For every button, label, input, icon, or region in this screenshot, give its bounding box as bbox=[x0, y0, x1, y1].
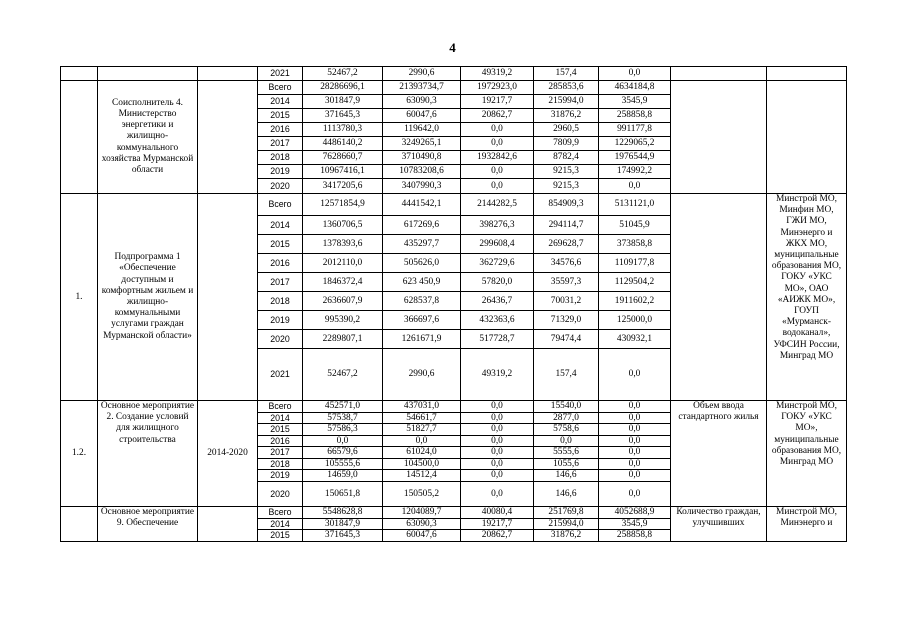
amount-cell: 20862,7 bbox=[461, 530, 534, 542]
amount-cell: 0,0 bbox=[461, 482, 534, 507]
amount-cell: 1229065,2 bbox=[599, 137, 671, 151]
amount-cell: 301847,9 bbox=[303, 95, 383, 109]
amount-cell: 1360706,5 bbox=[303, 216, 383, 235]
amount-cell: 1113780,3 bbox=[303, 123, 383, 137]
year-cell: 2017 bbox=[258, 137, 303, 151]
amount-cell: 2990,6 bbox=[383, 67, 461, 81]
year-cell: 2020 bbox=[258, 330, 303, 349]
amount-cell: 0,0 bbox=[461, 435, 534, 447]
period-cell bbox=[198, 81, 258, 194]
amount-cell: 150651,8 bbox=[303, 482, 383, 507]
year-cell: 2014 bbox=[258, 216, 303, 235]
year-cell: 2014 bbox=[258, 412, 303, 424]
amount-cell: 269628,7 bbox=[534, 235, 599, 254]
amount-cell: 0,0 bbox=[461, 137, 534, 151]
indicator-cell bbox=[671, 67, 767, 81]
amount-cell: 3545,9 bbox=[599, 518, 671, 530]
amount-cell: 0,0 bbox=[383, 435, 461, 447]
table-row bbox=[61, 81, 847, 95]
amount-cell: 435297,7 bbox=[383, 235, 461, 254]
executors-cell: Минстрой МО, Минэнерго и bbox=[767, 507, 847, 542]
amount-cell: 0,0 bbox=[303, 435, 383, 447]
amount-cell: 157,4 bbox=[534, 349, 599, 401]
amount-cell: 52467,2 bbox=[303, 67, 383, 81]
year-cell: 2017 bbox=[258, 273, 303, 292]
amount-cell: 57820,0 bbox=[461, 273, 534, 292]
amount-cell: 0,0 bbox=[461, 401, 534, 413]
amount-cell: 1129504,2 bbox=[599, 273, 671, 292]
table-row bbox=[61, 507, 847, 519]
amount-cell: 505626,0 bbox=[383, 254, 461, 273]
amount-cell: 299608,4 bbox=[461, 235, 534, 254]
amount-cell: 66579,6 bbox=[303, 447, 383, 459]
amount-cell: 1261671,9 bbox=[383, 330, 461, 349]
item-name-cell: Соисполнитель 4. Министерство энергетики и жилищно-коммунального хозяйства Мурманской области bbox=[98, 81, 198, 194]
amount-cell: 398276,3 bbox=[461, 216, 534, 235]
amount-cell: 995390,2 bbox=[303, 311, 383, 330]
year-cell: 2019 bbox=[258, 165, 303, 179]
indicator-cell bbox=[671, 81, 767, 194]
amount-cell: 1204089,7 bbox=[383, 507, 461, 519]
year-cell: 2014 bbox=[258, 95, 303, 109]
item-number-cell bbox=[61, 507, 98, 542]
year-cell: 2018 bbox=[258, 458, 303, 470]
amount-cell: 0,0 bbox=[599, 401, 671, 413]
amount-cell: 4634184,8 bbox=[599, 81, 671, 95]
amount-cell: 0,0 bbox=[599, 424, 671, 436]
executors-cell bbox=[767, 81, 847, 194]
amount-cell: 28286696,1 bbox=[303, 81, 383, 95]
year-cell: 2019 bbox=[258, 311, 303, 330]
amount-cell: 57538,7 bbox=[303, 412, 383, 424]
amount-cell: 70031,2 bbox=[534, 292, 599, 311]
amount-cell: 0,0 bbox=[461, 458, 534, 470]
amount-cell: 452571,0 bbox=[303, 401, 383, 413]
year-cell: 2016 bbox=[258, 123, 303, 137]
amount-cell: 60047,6 bbox=[383, 109, 461, 123]
indicator-cell: Количество граждан, улучшивших bbox=[671, 507, 767, 542]
year-cell: 2019 bbox=[258, 470, 303, 482]
amount-cell: 258858,8 bbox=[599, 109, 671, 123]
item-number-cell bbox=[61, 67, 98, 81]
amount-cell: 157,4 bbox=[534, 67, 599, 81]
amount-cell: 52467,2 bbox=[303, 349, 383, 401]
amount-cell: 628537,8 bbox=[383, 292, 461, 311]
program-financing-table bbox=[60, 66, 847, 542]
amount-cell: 623 450,9 bbox=[383, 273, 461, 292]
amount-cell: 14512,4 bbox=[383, 470, 461, 482]
amount-cell: 4441542,1 bbox=[383, 194, 461, 216]
amount-cell: 12571854,9 bbox=[303, 194, 383, 216]
amount-cell: 432363,6 bbox=[461, 311, 534, 330]
amount-cell: 0,0 bbox=[599, 179, 671, 194]
amount-cell: 258858,8 bbox=[599, 530, 671, 542]
amount-cell: 8782,4 bbox=[534, 151, 599, 165]
year-cell: 2020 bbox=[258, 482, 303, 507]
amount-cell: 0,0 bbox=[461, 412, 534, 424]
amount-cell: 3417205,6 bbox=[303, 179, 383, 194]
amount-cell: 617269,6 bbox=[383, 216, 461, 235]
year-cell: 2018 bbox=[258, 292, 303, 311]
amount-cell: 104500,0 bbox=[383, 458, 461, 470]
amount-cell: 9215,3 bbox=[534, 165, 599, 179]
amount-cell: 60047,6 bbox=[383, 530, 461, 542]
amount-cell: 215994,0 bbox=[534, 518, 599, 530]
period-cell bbox=[198, 194, 258, 401]
amount-cell: 146,6 bbox=[534, 482, 599, 507]
amount-cell: 61024,0 bbox=[383, 447, 461, 459]
amount-cell: 21393734,7 bbox=[383, 81, 461, 95]
amount-cell: 5758,6 bbox=[534, 424, 599, 436]
item-name-cell: Подпрограмма 1 «Обеспечение доступным и комфортным жильем и жилищно-коммунальными услугами граждан Мурманской области» bbox=[98, 194, 198, 401]
amount-cell: 0,0 bbox=[461, 447, 534, 459]
year-cell: 2018 bbox=[258, 151, 303, 165]
executors-cell: Минстрой МО, Минфин МО, ГЖИ МО, Минэнерго и ЖКХ МО, муниципальные образования МО, ГОКУ «УКС МО», ОАО «АИЖК МО», ГОУП «Мурманск-водоканал», УФСИН России, Минград МО bbox=[767, 194, 847, 401]
indicator-cell: Объем ввода стандартного жилья bbox=[671, 401, 767, 507]
item-name-cell: Основное мероприятие 9. Обеспечение bbox=[98, 507, 198, 542]
amount-cell: 26436,7 bbox=[461, 292, 534, 311]
amount-cell: 437031,0 bbox=[383, 401, 461, 413]
amount-cell: 0,0 bbox=[461, 470, 534, 482]
amount-cell: 10967416,1 bbox=[303, 165, 383, 179]
amount-cell: 0,0 bbox=[461, 424, 534, 436]
amount-cell: 301847,9 bbox=[303, 518, 383, 530]
amount-cell: 51827,7 bbox=[383, 424, 461, 436]
amount-cell: 3249265,1 bbox=[383, 137, 461, 151]
amount-cell: 5548628,8 bbox=[303, 507, 383, 519]
amount-cell: 4486140,2 bbox=[303, 137, 383, 151]
year-cell: 2021 bbox=[258, 67, 303, 81]
amount-cell: 0,0 bbox=[599, 470, 671, 482]
amount-cell: 0,0 bbox=[599, 67, 671, 81]
year-cell: 2015 bbox=[258, 235, 303, 254]
item-number-cell: 1.2. bbox=[61, 401, 98, 507]
amount-cell: 215994,0 bbox=[534, 95, 599, 109]
amount-cell: 0,0 bbox=[534, 435, 599, 447]
year-cell: 2015 bbox=[258, 530, 303, 542]
amount-cell: 1846372,4 bbox=[303, 273, 383, 292]
amount-cell: 3407990,3 bbox=[383, 179, 461, 194]
item-number-cell: 1. bbox=[61, 194, 98, 401]
table-row bbox=[61, 194, 847, 216]
amount-cell: 79474,4 bbox=[534, 330, 599, 349]
amount-cell: 251769,8 bbox=[534, 507, 599, 519]
item-number-cell bbox=[61, 81, 98, 194]
amount-cell: 430932,1 bbox=[599, 330, 671, 349]
amount-cell: 2877,0 bbox=[534, 412, 599, 424]
page-number: 4 bbox=[449, 40, 456, 55]
year-cell: 2020 bbox=[258, 179, 303, 194]
amount-cell: 49319,2 bbox=[461, 349, 534, 401]
amount-cell: 15540,0 bbox=[534, 401, 599, 413]
amount-cell: 371645,3 bbox=[303, 109, 383, 123]
amount-cell: 71329,0 bbox=[534, 311, 599, 330]
amount-cell: 7809,9 bbox=[534, 137, 599, 151]
amount-cell: 1972923,0 bbox=[461, 81, 534, 95]
amount-cell: 0,0 bbox=[599, 447, 671, 459]
year-cell: Всего bbox=[258, 81, 303, 95]
executors-cell bbox=[767, 67, 847, 81]
amount-cell: 119642,0 bbox=[383, 123, 461, 137]
amount-cell: 1109177,8 bbox=[599, 254, 671, 273]
amount-cell: 4052688,9 bbox=[599, 507, 671, 519]
year-cell: 2015 bbox=[258, 109, 303, 123]
amount-cell: 0,0 bbox=[599, 349, 671, 401]
amount-cell: 1055,6 bbox=[534, 458, 599, 470]
amount-cell: 3545,9 bbox=[599, 95, 671, 109]
amount-cell: 40080,4 bbox=[461, 507, 534, 519]
year-cell: 2017 bbox=[258, 447, 303, 459]
amount-cell: 31876,2 bbox=[534, 530, 599, 542]
amount-cell: 0,0 bbox=[599, 482, 671, 507]
amount-cell: 10783208,6 bbox=[383, 165, 461, 179]
amount-cell: 0,0 bbox=[599, 412, 671, 424]
amount-cell: 2289807,1 bbox=[303, 330, 383, 349]
amount-cell: 9215,3 bbox=[534, 179, 599, 194]
amount-cell: 150505,2 bbox=[383, 482, 461, 507]
amount-cell: 34576,6 bbox=[534, 254, 599, 273]
item-name-cell bbox=[98, 67, 198, 81]
amount-cell: 1932842,6 bbox=[461, 151, 534, 165]
amount-cell: 362729,6 bbox=[461, 254, 534, 273]
amount-cell: 1378393,6 bbox=[303, 235, 383, 254]
table-row bbox=[61, 67, 847, 81]
amount-cell: 294114,7 bbox=[534, 216, 599, 235]
amount-cell: 54661,7 bbox=[383, 412, 461, 424]
amount-cell: 0,0 bbox=[461, 165, 534, 179]
amount-cell: 991177,8 bbox=[599, 123, 671, 137]
amount-cell: 517728,7 bbox=[461, 330, 534, 349]
amount-cell: 3710490,8 bbox=[383, 151, 461, 165]
amount-cell: 63090,3 bbox=[383, 95, 461, 109]
amount-cell: 125000,0 bbox=[599, 311, 671, 330]
amount-cell: 854909,3 bbox=[534, 194, 599, 216]
indicator-cell bbox=[671, 194, 767, 401]
amount-cell: 19217,7 bbox=[461, 518, 534, 530]
amount-cell: 0,0 bbox=[599, 458, 671, 470]
amount-cell: 285853,6 bbox=[534, 81, 599, 95]
period-cell: 2014-2020 bbox=[198, 401, 258, 507]
amount-cell: 373858,8 bbox=[599, 235, 671, 254]
amount-cell: 2990,6 bbox=[383, 349, 461, 401]
amount-cell: 2144282,5 bbox=[461, 194, 534, 216]
year-cell: 2021 bbox=[258, 349, 303, 401]
period-cell bbox=[198, 67, 258, 81]
amount-cell: 2960,5 bbox=[534, 123, 599, 137]
amount-cell: 51045,9 bbox=[599, 216, 671, 235]
year-cell: Всего bbox=[258, 194, 303, 216]
item-name-cell: Основное мероприятие 2. Создание условий для жилищного строительства bbox=[98, 401, 198, 507]
year-cell: 2016 bbox=[258, 254, 303, 273]
amount-cell: 49319,2 bbox=[461, 67, 534, 81]
amount-cell: 57586,3 bbox=[303, 424, 383, 436]
amount-cell: 2012110,0 bbox=[303, 254, 383, 273]
amount-cell: 7628660,7 bbox=[303, 151, 383, 165]
amount-cell: 63090,3 bbox=[383, 518, 461, 530]
year-cell: Всего bbox=[258, 401, 303, 413]
amount-cell: 371645,3 bbox=[303, 530, 383, 542]
amount-cell: 20862,7 bbox=[461, 109, 534, 123]
amount-cell: 366697,6 bbox=[383, 311, 461, 330]
year-cell: 2016 bbox=[258, 435, 303, 447]
amount-cell: 146,6 bbox=[534, 470, 599, 482]
amount-cell: 1911602,2 bbox=[599, 292, 671, 311]
amount-cell: 19217,7 bbox=[461, 95, 534, 109]
amount-cell: 0,0 bbox=[599, 435, 671, 447]
year-cell: Всего bbox=[258, 507, 303, 519]
amount-cell: 1976544,9 bbox=[599, 151, 671, 165]
amount-cell: 0,0 bbox=[461, 123, 534, 137]
amount-cell: 0,0 bbox=[461, 179, 534, 194]
period-cell bbox=[198, 507, 258, 542]
amount-cell: 5131121,0 bbox=[599, 194, 671, 216]
executors-cell: Минстрой МО, ГОКУ «УКС МО», муниципальные образования МО, Минград МО bbox=[767, 401, 847, 507]
year-cell: 2015 bbox=[258, 424, 303, 436]
amount-cell: 31876,2 bbox=[534, 109, 599, 123]
amount-cell: 35597,3 bbox=[534, 273, 599, 292]
year-cell: 2014 bbox=[258, 518, 303, 530]
table-row bbox=[61, 401, 847, 413]
amount-cell: 174992,2 bbox=[599, 165, 671, 179]
amount-cell: 2636607,9 bbox=[303, 292, 383, 311]
amount-cell: 105555,6 bbox=[303, 458, 383, 470]
amount-cell: 5555,6 bbox=[534, 447, 599, 459]
amount-cell: 14659,0 bbox=[303, 470, 383, 482]
